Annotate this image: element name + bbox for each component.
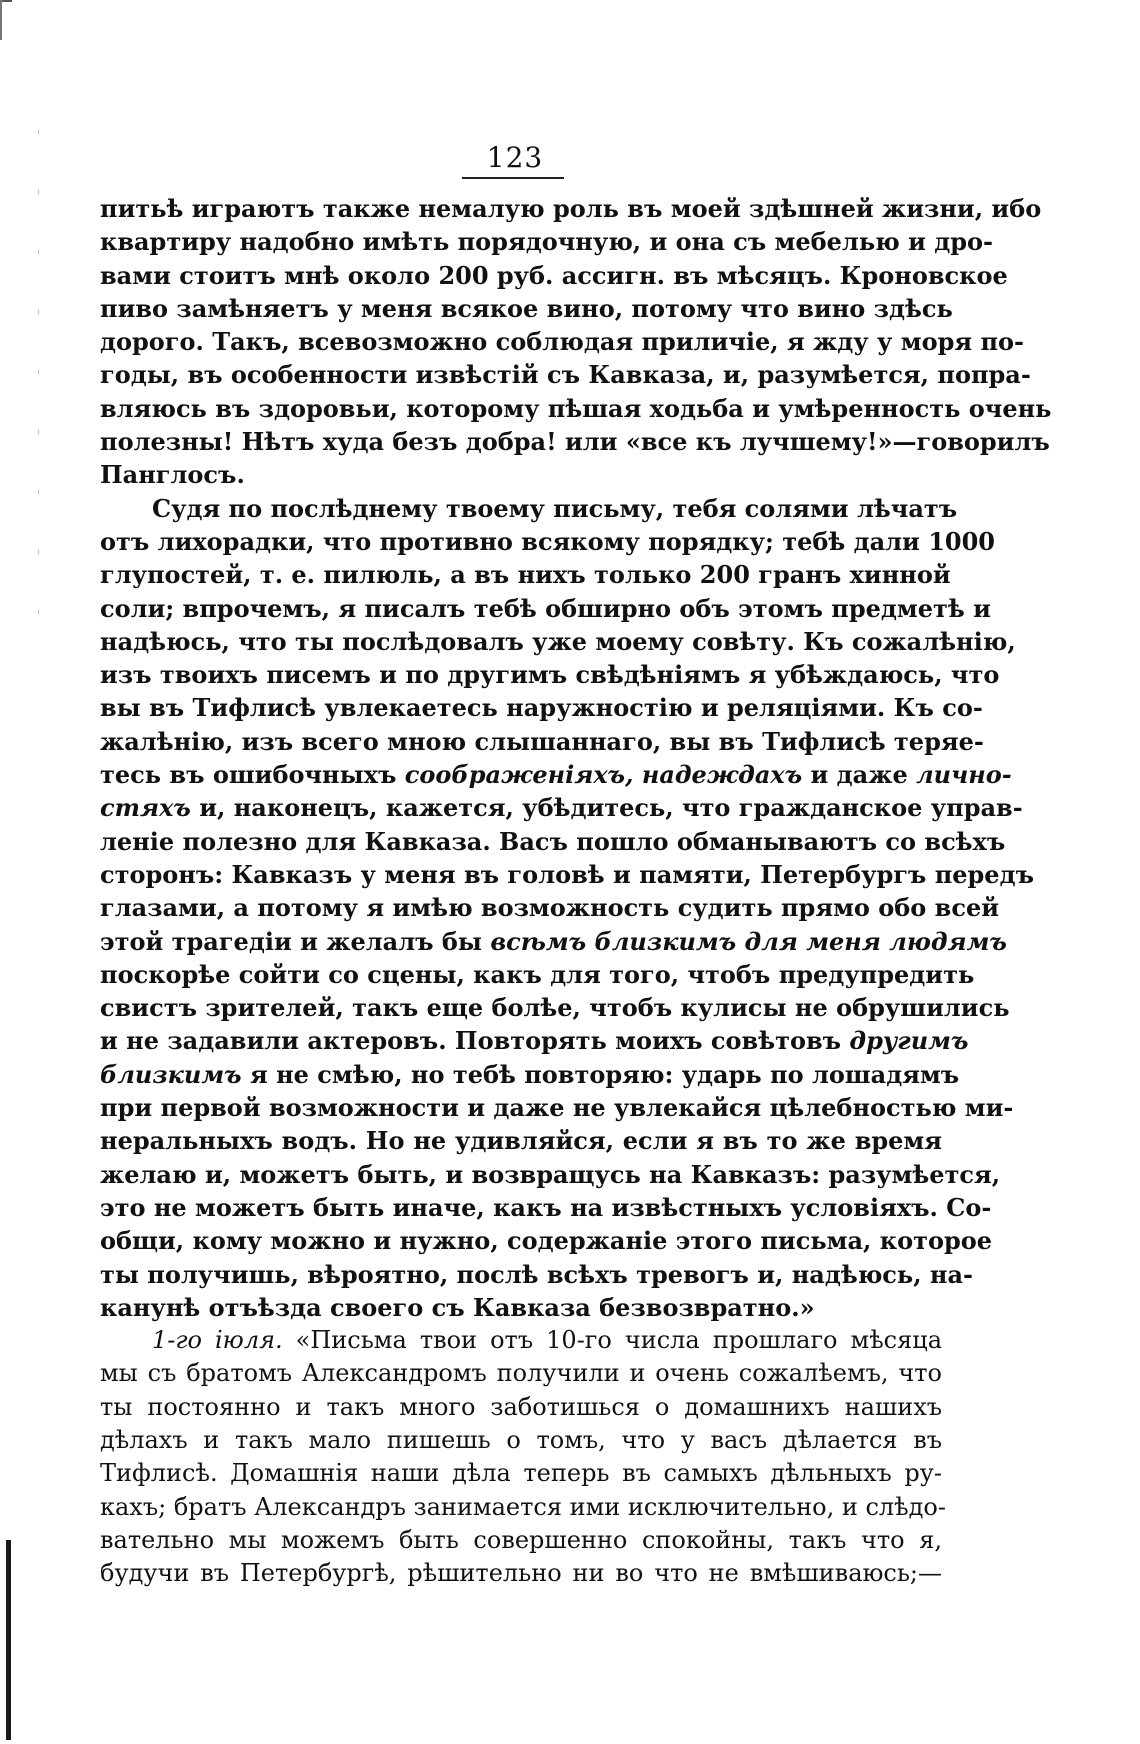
text-line: поскорѣе сойти со сцены, какъ для того, чтобъ предупредить [100,959,975,989]
italic-text: всѣмъ близкимъ для меня людямъ [490,926,1007,956]
text-line: годы, въ особенности извѣстій съ Кавказа, и, разумѣется, попра- [100,360,1031,390]
text-line: сторонъ: Кавказъ у меня въ головѣ и памяти, Петербургъ передъ [100,859,1034,889]
italic-text: другимъ [849,1026,969,1056]
text-line [100,1324,942,1357]
text-line: глупостей, т. е. пилюль, а въ нихъ только 200 гранъ хинной [100,560,951,590]
text-line [100,791,1023,824]
text-line: Судя по послѣднему твоему письму, тебя солями лѣчатъ [152,493,958,523]
text-line: жалѣнію, изъ всего мною слышаннаго, вы въ Тифлисѣ теряе- [100,726,984,756]
text-line: вы въ Тифлисѣ увлекаетесь наружностію и реляціями. Къ со- [100,693,983,723]
text-line: будучи въ Петербургѣ, рѣшительно ни во что не вмѣшиваюсь;— [100,1559,942,1588]
text-line: Панглосъ. [100,460,245,490]
italic-text: близкимъ [100,1059,242,1089]
text-line: соли; впрочемъ, я писалъ тебѣ обширно объ этомъ предметѣ и [100,593,991,623]
text-line [100,758,1012,791]
text-line: неральныхъ водъ. Но не удивляйся, если я въ то же время [100,1126,942,1156]
text-line [100,1024,969,1057]
text-line [100,1058,960,1091]
text-line: полезны! Нѣтъ худа безъ добра! или «все къ лучшему!»—говорилъ [100,427,1050,457]
text-line: общи, кому можно и нужно, содержаніе этого письма, которое [100,1226,993,1256]
text-line: ты получишь, вѣроятно, послѣ всѣхъ тревогъ и, надѣюсь, на- [100,1259,973,1289]
italic-text: соображеніяхъ, надеждахъ [404,760,803,790]
text-line: изъ твоихъ писемъ и по другимъ свѣдѣніямъ я убѣждаюсь, что [100,660,1000,690]
text-line: леніе полезно для Кавказа. Васъ пошло обманываютъ со всѣхъ [100,826,1006,856]
text-line [100,925,1007,958]
text-line: глазами, а потому я имѣю возможность судить прямо обо всей [100,893,1000,923]
text-segment: «Письма твои отъ 10-го числа прошлаго мѣсяца [282,1326,942,1355]
text-line: отъ лихорадки, что противно всякому порядку; тебѣ дали 1000 [100,526,996,556]
text-segment: этой трагедіи и желалъ бы [100,926,491,956]
scan-binding-shadow [6,1540,11,1740]
text-segment: тесь въ ошибочныхъ [100,760,405,790]
text-line: мы съ братомъ Александромъ получили и очень сожалѣемъ, что [100,1359,942,1388]
text-line: надѣюсь, что ты послѣдовалъ уже моему совѣту. Къ сожалѣнію, [100,626,1016,656]
text-line: это не можетъ быть иначе, какъ на извѣстныхъ условіяхъ. Со- [100,1192,992,1222]
text-line: ты постоянно и такъ много заботишься о домашнихъ нашихъ [100,1392,942,1421]
text-line: вательно мы можемъ быть совершенно спокойны, такъ что я, [100,1525,942,1554]
text-segment: и не задавили актеровъ. Повторять моихъ совѣтовъ [100,1026,850,1056]
text-segment: и даже [802,760,917,790]
text-line: при первой возможности и даже не увлекайся цѣлебностью ми- [100,1093,1014,1123]
paragraph [100,1324,946,1590]
text-line: канунѣ отъѣзда своего съ Кавказа безвозвратно.» [100,1292,815,1322]
text-line: Тифлисѣ. Домашнія наши дѣла теперь въ самыхъ дѣльныхъ ру- [100,1459,942,1488]
text-line: вляюсь въ здоровьи, которому пѣшая ходьба и умѣренность очень [100,393,1052,423]
scan-edge-dots [38,130,39,650]
text-segment: я не смѣю, но тебѣ повторяю: ударь по лошадямъ [241,1059,960,1089]
date-label: 1-го іюля. [152,1326,283,1355]
paragraph [100,492,1034,1324]
text-line: вами стоитъ мнѣ около 200 руб. ассигн. въ мѣсяцъ. Кроновское [100,260,1008,290]
italic-text: лично- [916,760,1012,790]
text-line: пиво замѣняетъ у меня всякое вино, потому что вино здѣсь [100,293,953,323]
scan-edge-mark [0,0,2,40]
text-line: дорого. Такъ, всевозможно соблюдая приличіе, я жду у моря по- [100,327,1024,357]
italic-text: стяхъ [100,793,191,823]
page-text [100,192,1052,1590]
text-line: питьѣ играютъ также немалую роль въ моей здѣшней жизни, ибо [100,194,1042,223]
text-line: свистъ зрителей, такъ еще болѣе, чтобъ кулисы не обрушились [100,993,1010,1023]
page-number: 123 [486,141,544,174]
text-line: дѣлахъ и такъ мало пишешь о томъ, что у васъ дѣлается въ [100,1425,942,1454]
page-number-rule [462,177,564,179]
text-line: желаю и, можетъ быть, и возвращусь на Кавказъ: разумѣется, [100,1159,1001,1189]
text-line: кахъ; братъ Александръ занимается ими исключительно, и слѣдо- [100,1492,946,1521]
text-segment: и, наконецъ, кажется, убѣдитесь, что гражданское управ- [190,793,1023,823]
paragraph [100,192,1052,492]
text-line: квартиру надобно имѣть порядочную, и она съ мебелью и дро- [100,227,994,257]
